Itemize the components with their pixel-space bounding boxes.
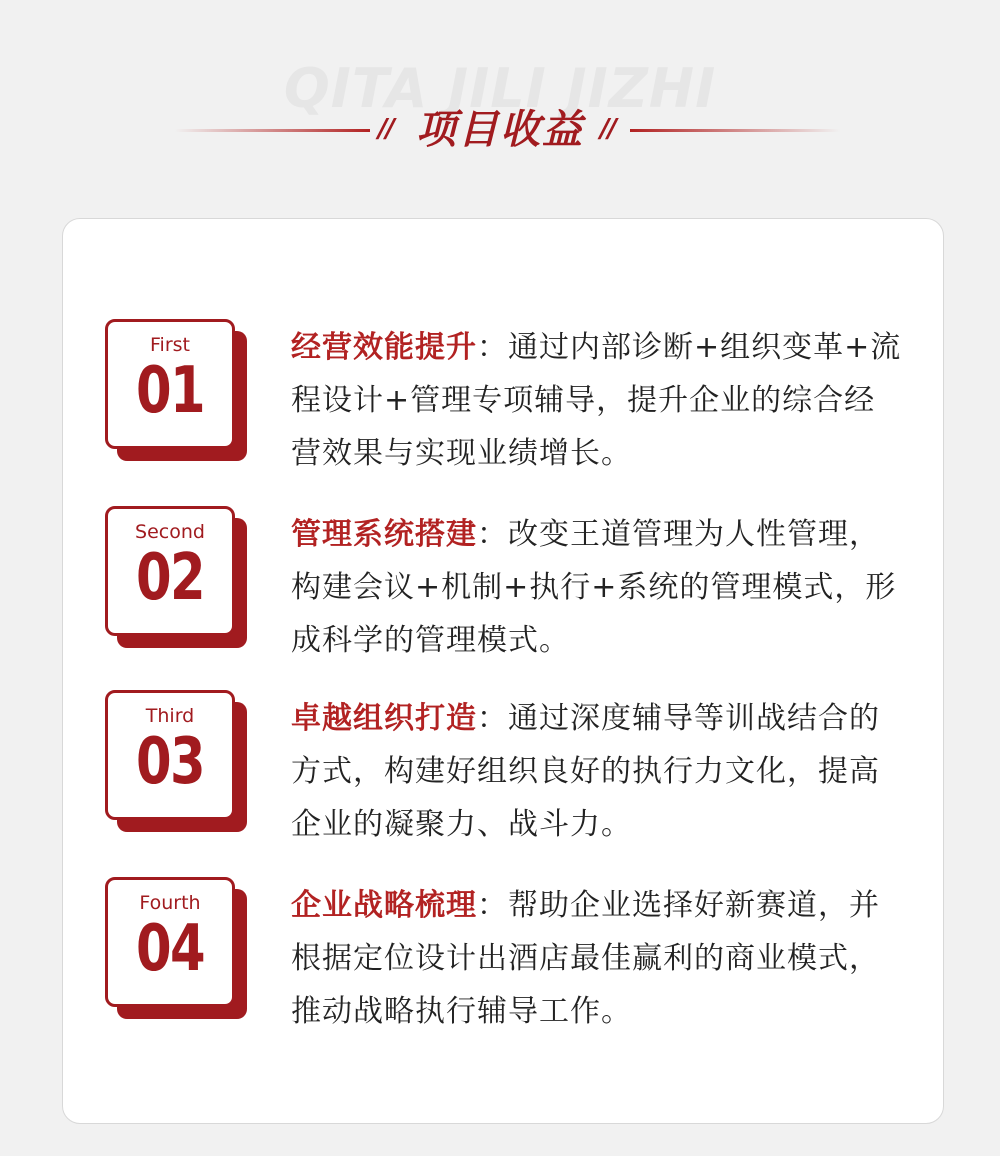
badge-label: Second — [135, 521, 205, 543]
badge-front — [105, 877, 235, 1007]
number-badge — [105, 319, 247, 461]
benefit-heading: 经营效能提升 — [291, 330, 477, 365]
number-badge — [105, 506, 247, 648]
benefit-text: ：通过深度辅导等训战结合的方式，构建好组织良好的执行力文化，提高企业的凝聚力、战斗力。 — [291, 701, 880, 842]
benefit-item-3 — [105, 690, 905, 840]
benefits-card — [62, 218, 944, 1124]
benefit-description — [291, 692, 903, 851]
benefit-heading: 企业战略梳理 — [291, 888, 477, 923]
badge-number: 02 — [135, 540, 205, 615]
benefit-text: ：通过内部诊断+组织变革+流程设计+管理专项辅导，提升企业的综合经营效果与实现业绩增长。 — [291, 330, 902, 471]
badge-number: 01 — [135, 353, 205, 428]
benefit-description — [291, 508, 903, 667]
benefit-heading: 卓越组织打造 — [291, 701, 477, 736]
benefit-heading: 管理系统搭建 — [291, 517, 477, 552]
badge-label: Fourth — [139, 892, 201, 914]
badge-front — [105, 319, 235, 449]
badge-front — [105, 690, 235, 820]
benefit-description — [291, 321, 903, 480]
number-badge — [105, 690, 247, 832]
watermark-text: QITA JILI JIZHI — [283, 57, 717, 120]
section-header — [0, 0, 1000, 200]
badge-front — [105, 506, 235, 636]
badge-number: 03 — [135, 724, 205, 799]
benefit-item-4 — [105, 877, 905, 1027]
benefit-text: ：帮助企业选择好新赛道，并根据定位设计出酒店最佳赢利的商业模式，推动战略执行辅导工作。 — [291, 888, 880, 1029]
badge-label: First — [150, 334, 190, 356]
section-title: 项目收益 — [416, 107, 584, 153]
benefit-text: ：改变王道管理为人性管理，构建会议+机制+执行+系统的管理模式，形成科学的管理模式。 — [291, 517, 897, 658]
slash-right-icon: // — [600, 114, 615, 144]
benefit-description — [291, 879, 903, 1038]
number-badge — [105, 877, 247, 1019]
badge-number: 04 — [135, 911, 205, 986]
slash-left-icon: // — [378, 114, 393, 144]
benefit-item-1 — [105, 319, 905, 469]
benefit-item-2 — [105, 506, 905, 656]
badge-label: Third — [145, 705, 195, 727]
